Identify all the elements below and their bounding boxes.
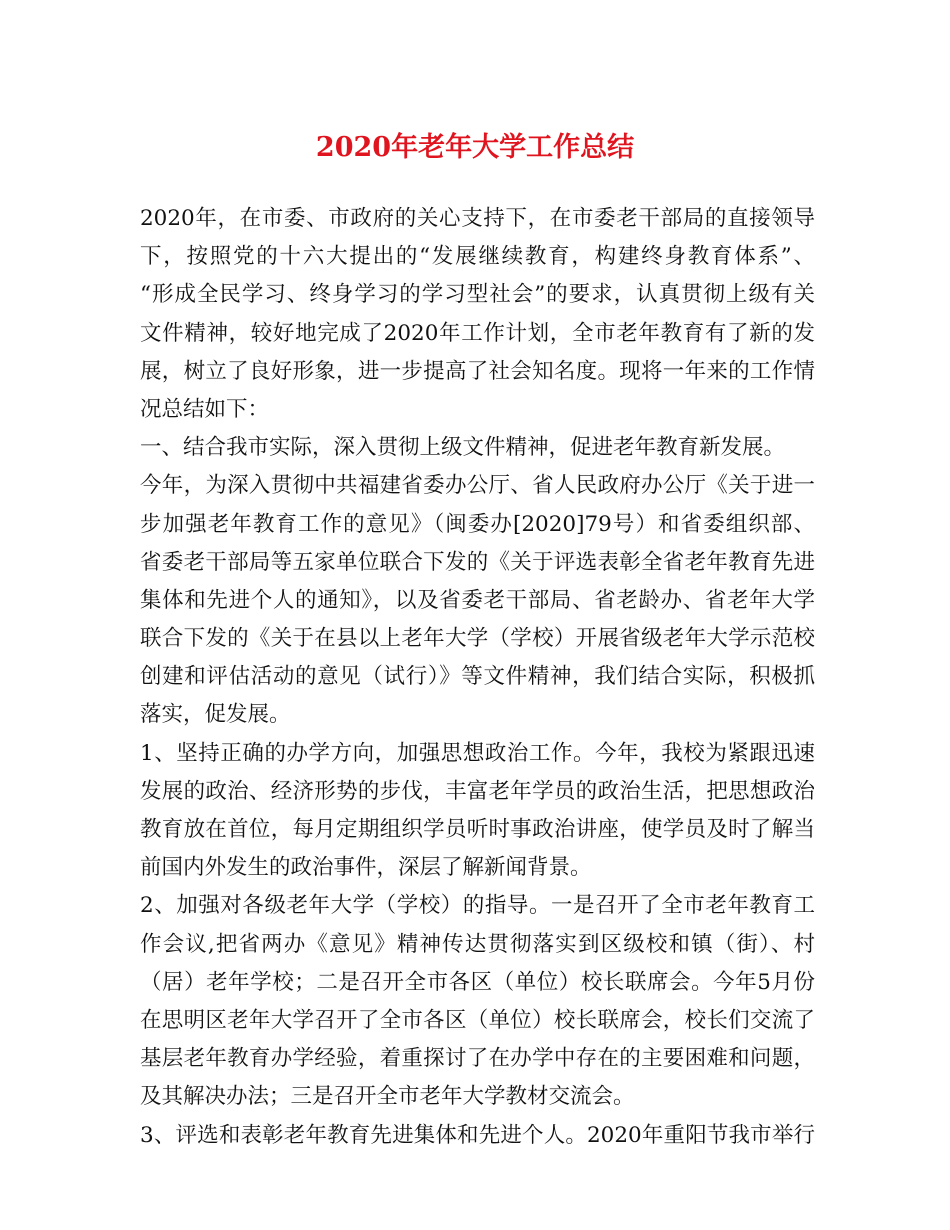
text-line: 况总结如下： <box>140 396 270 422</box>
text-line: 2、加强对各级老年大学（学校）的指导。一是召开了全市老年教育工 <box>140 893 815 919</box>
text-line: 在思明区老年大学召开了全市各区（单位）校长联席会，校长们交流了 <box>140 1007 815 1033</box>
text-line: 落实，促发展。 <box>140 702 291 728</box>
document-title: 2020年老年大学工作总结 <box>315 132 635 163</box>
text-line: 省委老干部局等五家单位联合下发的《关于评选表彰全省老年教育先进 <box>140 549 815 575</box>
text-line: 及其解决办法；三是召开全市老年大学教材交流会。 <box>140 1084 635 1110</box>
text-line: 下，按照党的十六大提出的“发展继续教育，构建终身教育体系”、 <box>140 244 815 270</box>
text-line: 联合下发的《关于在县以上老年大学（学校）开展省级老年大学示范校 <box>140 626 815 652</box>
text-line: 创建和评估活动的意见（试行）》等文件精神，我们结合实际，积极抓 <box>140 664 815 690</box>
text-line: 今年，为深入贯彻中共福建省委办公厅、省人民政府办公厅《关于进一 <box>140 473 815 499</box>
text-line: 前国内外发生的政治事件，深层了解新闻背景。 <box>140 855 592 881</box>
text-line: （居）老年学校；二是召开全市各区（单位）校长联席会。今年5月份 <box>140 969 815 995</box>
text-line: 作会议,把省两办《意见》精神传达贯彻落实到区级校和镇（街）、村 <box>140 931 815 957</box>
text-line: 发展的政治、经济形势的步伐，丰富老年学员的政治生活，把思想政治 <box>140 778 815 804</box>
document-body <box>140 200 815 1155</box>
text-line: 2020年，在市委、市政府的关心支持下，在市委老干部局的直接领导 <box>140 206 815 231</box>
text-line: 教育放在首位，每月定期组织学员听时事政治讲座，使学员及时了解当 <box>140 817 815 842</box>
text-line: 3、评选和表彰老年教育先进集体和先进个人。2020年重阳节我市举行 <box>140 1122 815 1148</box>
text-line: 文件精神，较好地完成了2020年工作计划，全市老年教育有了新的发 <box>140 320 815 346</box>
text-line: 1、坚持正确的办学方向，加强思想政治工作。今年，我校为紧跟迅速 <box>140 740 815 766</box>
text-line: 展，树立了良好形象，进一步提高了社会知名度。现将一年来的工作情 <box>140 358 815 384</box>
text-line: “形成全民学习、终身学习的学习型社会”的要求，认真贯彻上级有关 <box>140 282 815 308</box>
text-line: 集体和先进个人的通知》，以及省委老干部局、省老龄办、省老年大学 <box>140 587 815 613</box>
section-heading: 一、结合我市实际，深入贯彻上级文件精神，促进老年教育新发展。 <box>140 435 786 461</box>
text-line: 步加强老年教育工作的意见》（闽委办[2020]79号）和省委组织部、 <box>140 511 815 537</box>
text-line: 基层老年教育办学经验，着重探讨了在办学中存在的主要困难和问题， <box>140 1046 815 1072</box>
